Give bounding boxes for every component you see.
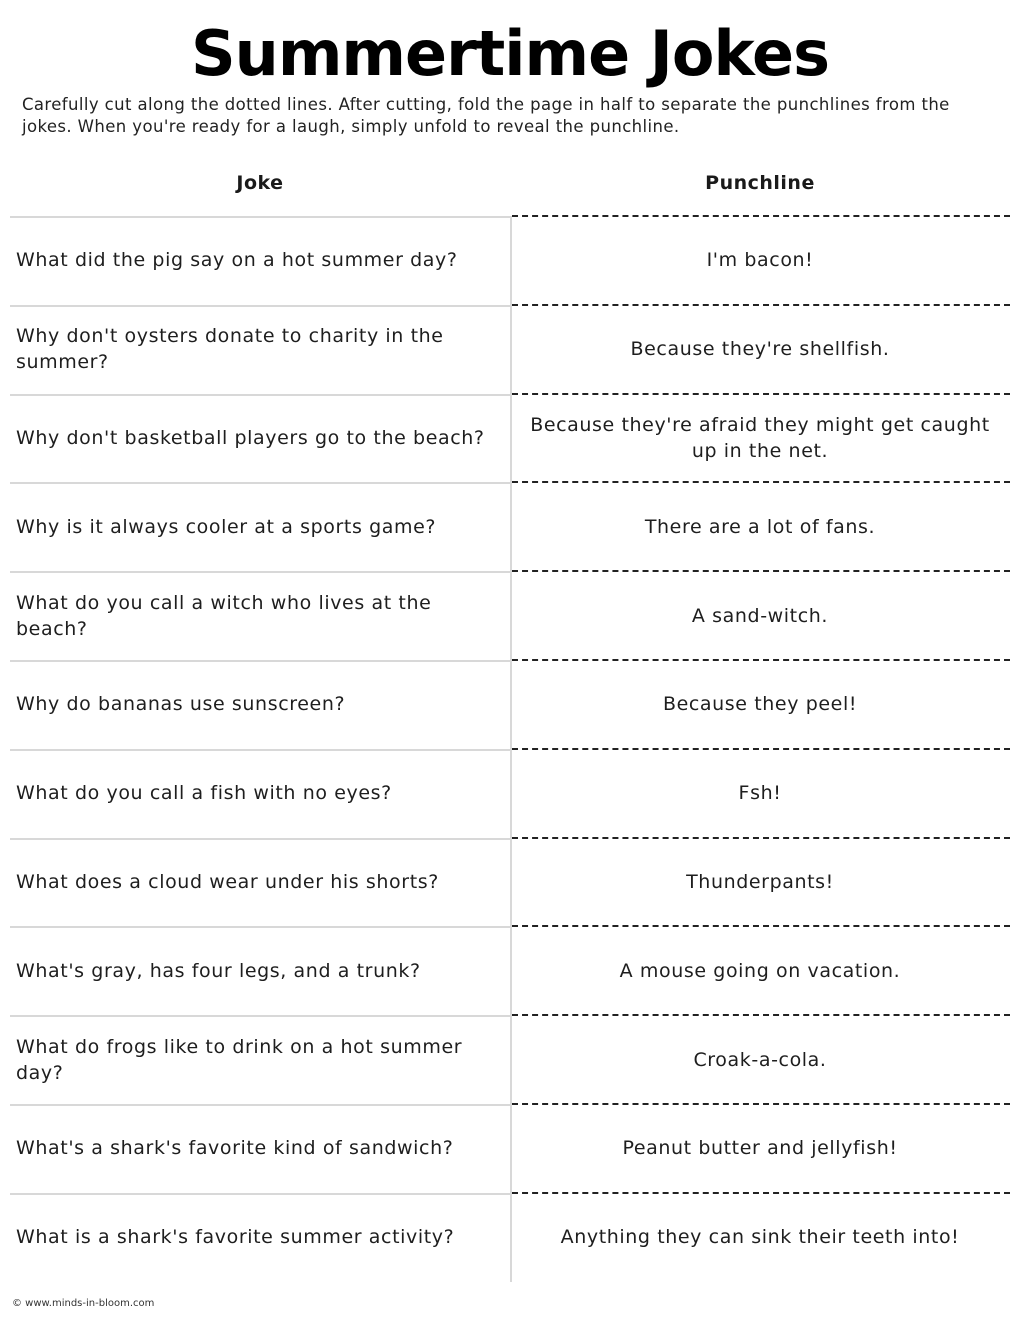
punchline-text: A mouse going on vacation. <box>619 959 901 982</box>
joke-column-header: Joke <box>236 172 284 194</box>
table-row <box>10 838 1010 927</box>
table-row <box>10 305 1010 394</box>
joke-text: What does a cloud wear under his shorts? <box>16 870 439 893</box>
punchline-text: Thunderpants! <box>686 870 834 893</box>
punchline-text: Because they peel! <box>662 693 858 716</box>
joke-text: What do frogs like to drink on a hot summer day? <box>16 1035 463 1084</box>
punchline-text: I'm bacon! <box>706 249 814 272</box>
punchline-text: Fsh! <box>738 782 782 805</box>
table-row <box>10 749 1010 838</box>
joke-text: Why don't oysters donate to charity in the summer? <box>16 325 444 374</box>
joke-text: What do you call a witch who lives at the beach? <box>16 591 432 640</box>
table-row <box>10 482 1010 571</box>
footer-credit: © www.minds-in-bloom.com <box>12 1298 155 1309</box>
page-title: Summertime Jokes <box>191 17 829 90</box>
punchline-column-header: Punchline <box>705 172 815 194</box>
punchline-text: There are a lot of fans. <box>644 515 876 538</box>
table-row <box>10 571 1010 660</box>
joke-text: What's gray, has four legs, and a trunk? <box>16 959 421 982</box>
punchline-text: Croak-a-cola. <box>693 1048 827 1071</box>
table-row <box>10 1193 1010 1282</box>
table-row <box>10 394 1010 483</box>
joke-text: What is a shark's favorite summer activity? <box>16 1226 455 1249</box>
joke-text: Why don't basketball players go to the beach? <box>16 426 485 449</box>
table-row <box>10 1104 1010 1193</box>
punchline-text: Anything they can sink their teeth into! <box>560 1226 960 1249</box>
joke-text: What did the pig say on a hot summer day? <box>16 249 458 272</box>
punchline-text: Peanut butter and jellyfish! <box>622 1137 898 1160</box>
joke-text: What's a shark's favorite kind of sandwich? <box>16 1137 454 1160</box>
table-row <box>10 660 1010 749</box>
punchline-text: A sand-witch. <box>691 604 829 627</box>
table-row <box>10 1015 1010 1104</box>
joke-text: Why is it always cooler at a sports game? <box>16 515 437 538</box>
table-row <box>10 926 1010 1015</box>
punchline-text: Because they're afraid they might get caught up in the net. <box>530 413 990 462</box>
punchline-text: Because they're shellfish. <box>630 338 890 361</box>
table-row <box>10 216 1010 305</box>
joke-text: What do you call a fish with no eyes? <box>16 782 392 805</box>
joke-text: Why do bananas use sunscreen? <box>16 693 346 716</box>
instructions-text: Carefully cut along the dotted lines. After cutting, fold the page in half to separate the punchlines from the jokes. When you're ready for a laugh, simply unfold to reveal the punchline. <box>22 95 950 136</box>
jokes-table <box>10 216 1010 1282</box>
